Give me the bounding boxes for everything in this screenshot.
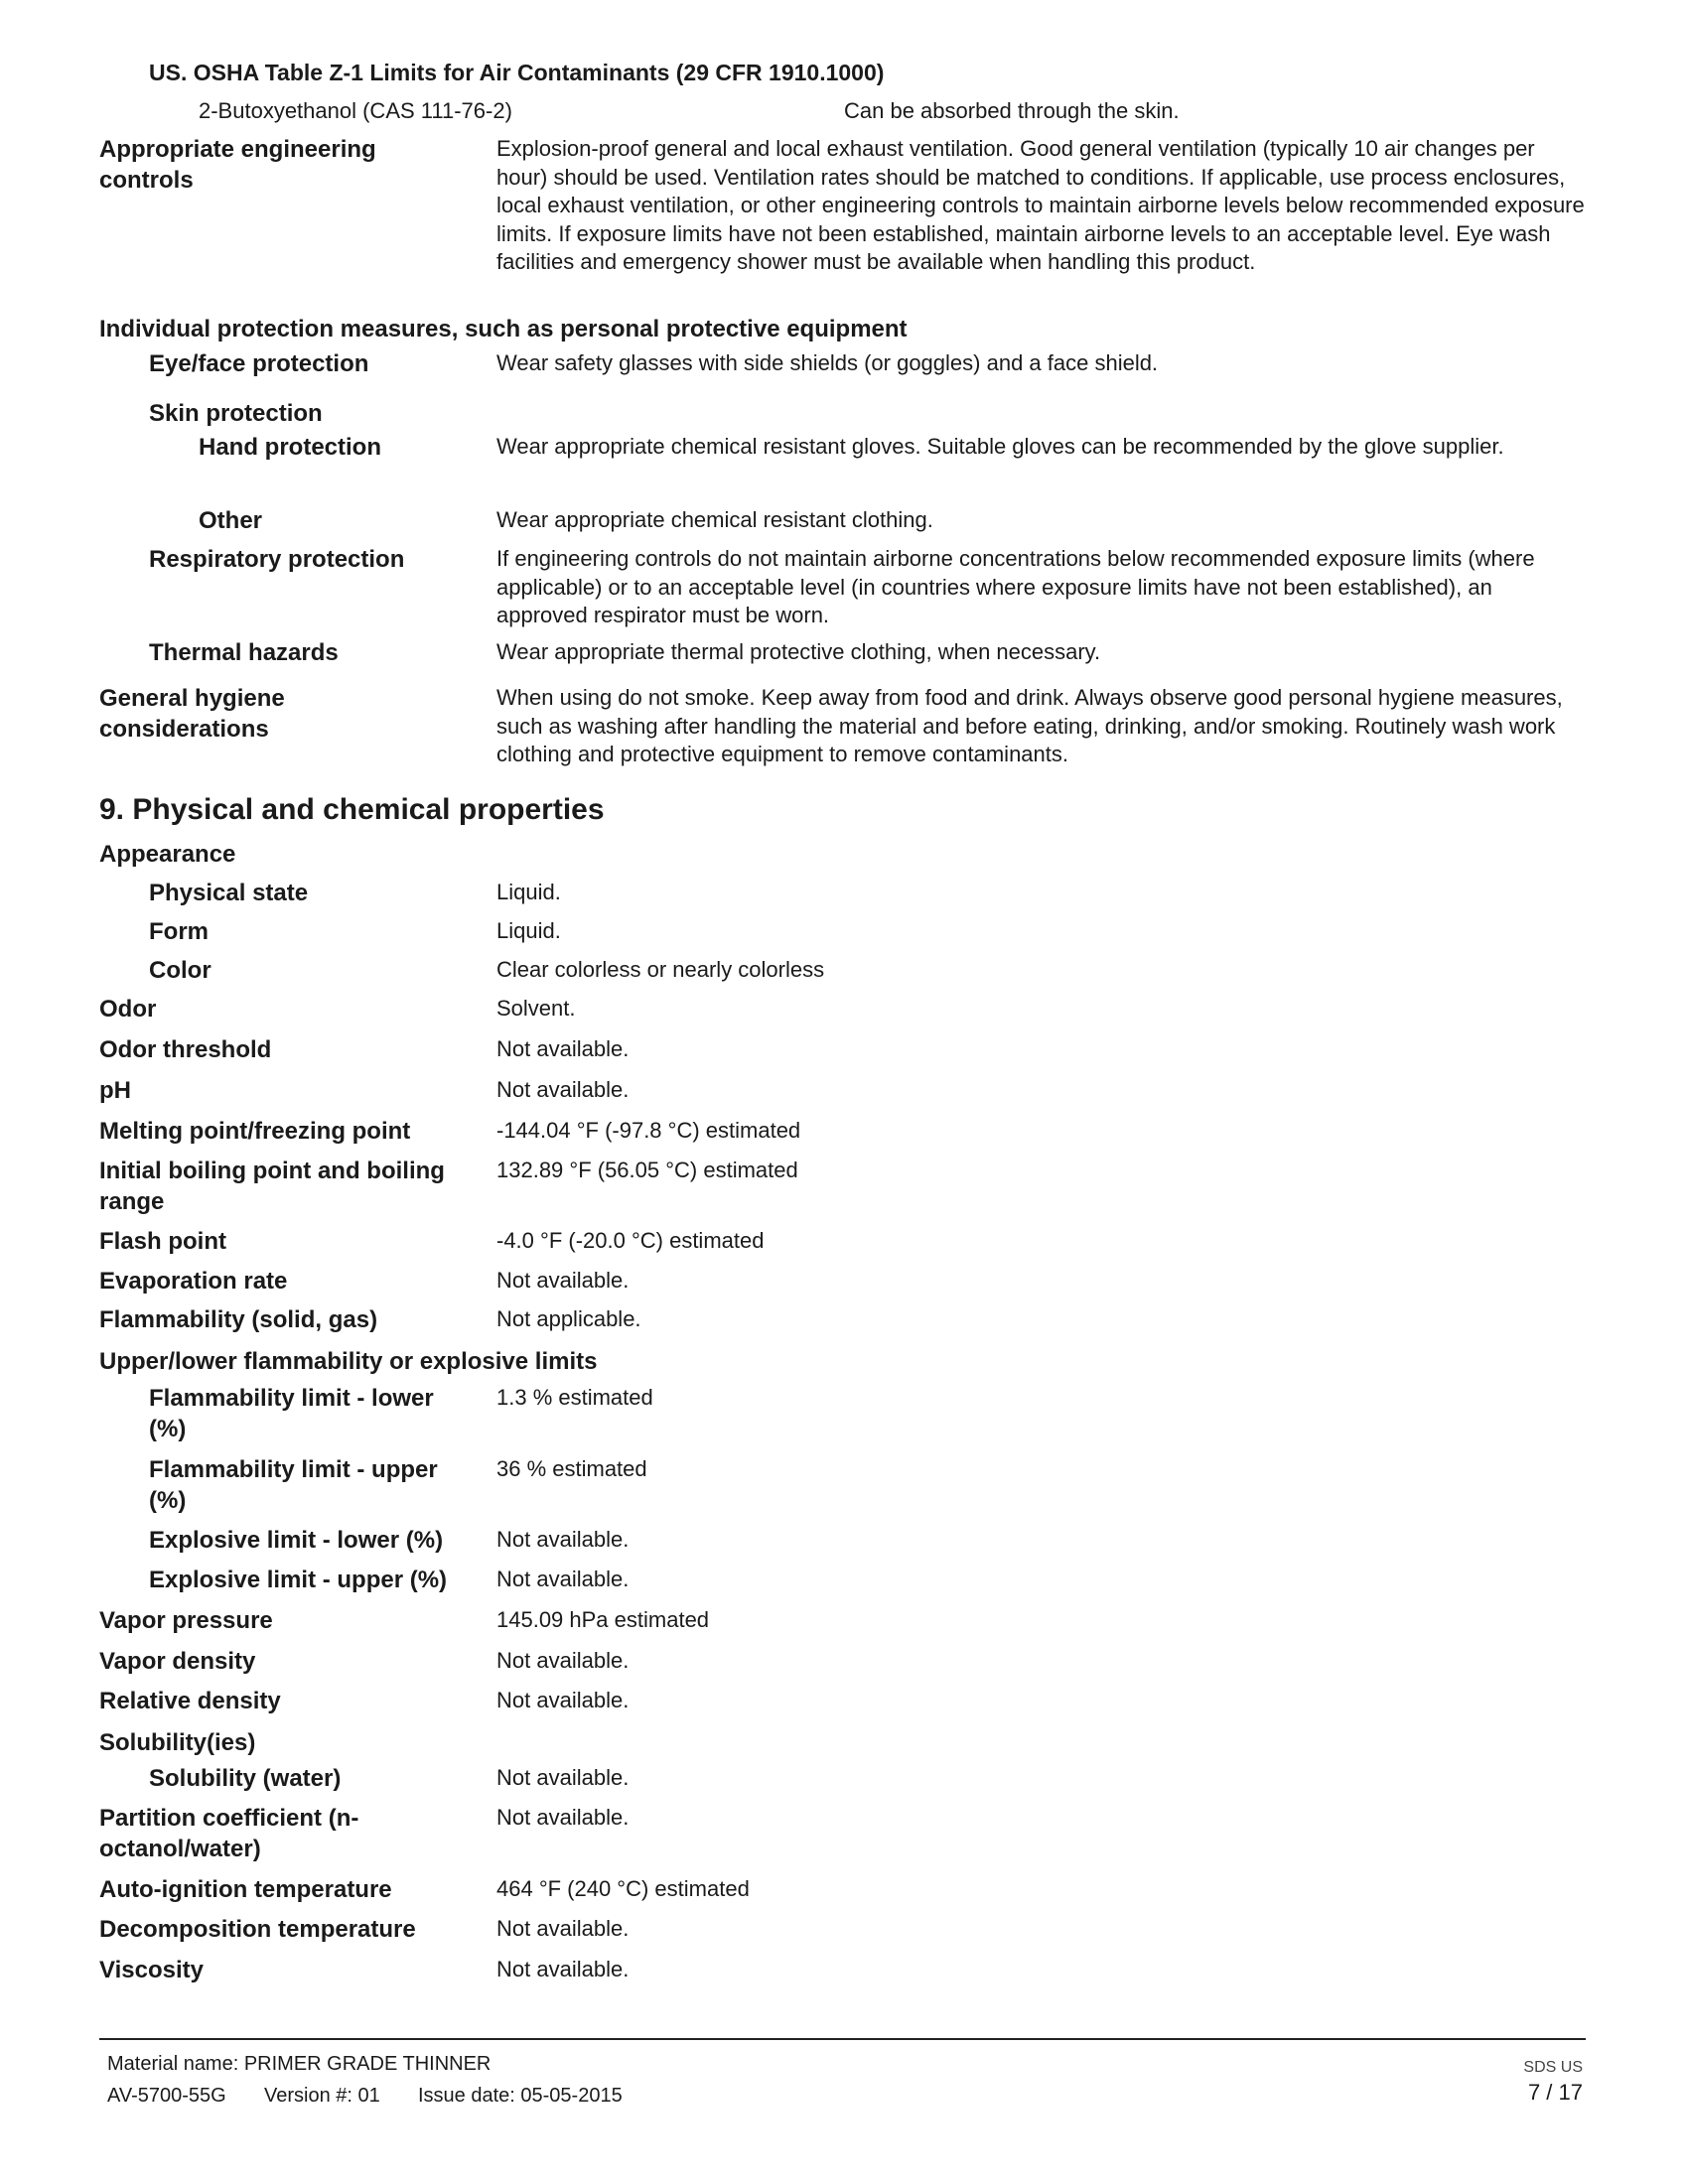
- vapor-pressure-value: 145.09 hPa estimated: [496, 1607, 710, 1632]
- vapor-density-value: Not available.: [496, 1648, 630, 1673]
- eye-face-protection-value: Wear safety glasses with side shields (or goggles) and a face shield.: [496, 350, 1159, 375]
- auto-ignition-label: Auto-ignition temperature: [99, 1876, 392, 1903]
- hand-protection-label: Hand protection: [199, 434, 381, 461]
- solubility-water-value: Not available.: [496, 1765, 630, 1790]
- skin-protection-label: Skin protection: [149, 400, 323, 427]
- vapor-density-label: Vapor density: [99, 1648, 256, 1675]
- footer-doc-type: SDS US: [1523, 2059, 1583, 2076]
- explosive-limit-lower-label: Explosive limit - lower (%): [149, 1527, 444, 1554]
- odor-threshold-value: Not available.: [496, 1036, 630, 1061]
- color-label: Color: [149, 957, 211, 984]
- thermal-hazards-value: Wear appropriate thermal protective clothing, when necessary.: [496, 639, 1101, 664]
- flammability-limit-upper-value: 36 % estimated: [496, 1456, 647, 1481]
- osha-substance: 2-Butoxyethanol (CAS 111-76-2): [199, 98, 512, 123]
- vapor-pressure-label: Vapor pressure: [99, 1607, 273, 1634]
- evaporation-rate-label: Evaporation rate: [99, 1268, 288, 1295]
- footer-issue-date: Issue date: 05-05-2015: [418, 2085, 623, 2107]
- flammability-label: Flammability (solid, gas): [99, 1306, 378, 1333]
- flammability-value: Not applicable.: [496, 1306, 641, 1331]
- flammability-limits-heading: Upper/lower flammability or explosive limits: [99, 1348, 598, 1375]
- solubilities-label: Solubility(ies): [99, 1729, 256, 1756]
- footer-material-name: Material name: PRIMER GRADE THINNER: [107, 2053, 492, 2075]
- hand-protection-value: Wear appropriate chemical resistant gloves. Suitable gloves can be recommended by the glove supplier.: [496, 434, 1504, 459]
- form-label: Form: [149, 918, 209, 945]
- auto-ignition-value: 464 °F (240 °C) estimated: [496, 1876, 750, 1901]
- footer-page-number: 7 / 17: [1527, 2080, 1583, 2105]
- explosive-limit-lower-value: Not available.: [496, 1527, 630, 1552]
- flammability-limit-lower-label: Flammability limit - lower (%): [149, 1385, 434, 1442]
- partition-coefficient-value: Not available.: [496, 1805, 630, 1830]
- odor-label: Odor: [99, 996, 157, 1023]
- form-value: Liquid.: [496, 918, 561, 943]
- partition-coefficient-label: Partition coefficient (n-octanol/water): [99, 1805, 359, 1862]
- color-value: Clear colorless or nearly colorless: [496, 957, 825, 982]
- flammability-limit-upper-label: Flammability limit - upper (%): [149, 1456, 438, 1514]
- other-protection-value: Wear appropriate chemical resistant clothing.: [496, 507, 933, 532]
- osha-note: Can be absorbed through the skin.: [844, 98, 1180, 123]
- physical-state-value: Liquid.: [496, 880, 561, 904]
- eye-face-protection-label: Eye/face protection: [149, 350, 369, 377]
- appearance-label: Appearance: [99, 841, 236, 868]
- explosive-limit-upper-label: Explosive limit - upper (%): [149, 1567, 448, 1593]
- respiratory-protection-value: If engineering controls do not maintain airborne concentrations below recommended exposure limits (where applicable) or to an acceptable level (in countries where exposure limits have not been established), an approved respirator must be worn.: [496, 546, 1535, 627]
- engineering-controls-value: Explosion-proof general and local exhaust ventilation. Good general ventilation (typically 10 air changes per hour) should be used. Ventilation rates should be matched to conditions. If applicable, use process enclosures, local exhaust ventilation, or other engineering controls to maintain airborne levels below recommended exposure limits. If exposure limits have not been established, maintain airborne levels to an acceptable level. Eye wash facilities and emergency shower must be available when handling this product.: [496, 136, 1585, 274]
- physical-state-label: Physical state: [149, 880, 309, 906]
- decomposition-temperature-value: Not available.: [496, 1916, 630, 1941]
- thermal-hazards-label: Thermal hazards: [149, 639, 339, 666]
- explosive-limit-upper-value: Not available.: [496, 1567, 630, 1591]
- footer-divider: [99, 2038, 1586, 2040]
- viscosity-label: Viscosity: [99, 1957, 204, 1983]
- ph-value: Not available.: [496, 1077, 630, 1102]
- evaporation-rate-value: Not available.: [496, 1268, 630, 1293]
- flash-point-value: -4.0 °F (-20.0 °C) estimated: [496, 1228, 765, 1253]
- section-9-title: 9. Physical and chemical properties: [99, 793, 605, 826]
- osha-table-title: US. OSHA Table Z-1 Limits for Air Contaminants (29 CFR 1910.1000): [149, 60, 885, 85]
- solubility-water-label: Solubility (water): [149, 1765, 342, 1792]
- ph-label: pH: [99, 1077, 131, 1104]
- other-protection-label: Other: [199, 507, 263, 534]
- relative-density-value: Not available.: [496, 1688, 630, 1712]
- footer-version: Version #: 01: [264, 2085, 380, 2107]
- engineering-controls-label: Appropriate engineering controls: [99, 136, 376, 194]
- footer-doc-id: AV-5700-55G: [107, 2085, 226, 2107]
- boiling-point-label: Initial boiling point and boiling range: [99, 1158, 445, 1215]
- respiratory-protection-label: Respiratory protection: [149, 546, 405, 573]
- general-hygiene-value: When using do not smoke. Keep away from food and drink. Always observe good personal hygiene measures, such as washing after handling the material and before eating, drinking, and/or smoking. Routinely wash work clothing and protective equipment to remove contaminants.: [496, 685, 1563, 766]
- melting-point-value: -144.04 °F (-97.8 °C) estimated: [496, 1118, 801, 1143]
- melting-point-label: Melting point/freezing point: [99, 1118, 411, 1145]
- flammability-limit-lower-value: 1.3 % estimated: [496, 1385, 653, 1410]
- odor-threshold-label: Odor threshold: [99, 1036, 272, 1063]
- flash-point-label: Flash point: [99, 1228, 226, 1255]
- ppe-heading: Individual protection measures, such as personal protective equipment: [99, 316, 908, 342]
- decomposition-temperature-label: Decomposition temperature: [99, 1916, 416, 1943]
- boiling-point-value: 132.89 °F (56.05 °C) estimated: [496, 1158, 798, 1182]
- viscosity-value: Not available.: [496, 1957, 630, 1981]
- general-hygiene-label: General hygiene considerations: [99, 685, 285, 743]
- relative-density-label: Relative density: [99, 1688, 281, 1714]
- odor-value: Solvent.: [496, 996, 576, 1021]
